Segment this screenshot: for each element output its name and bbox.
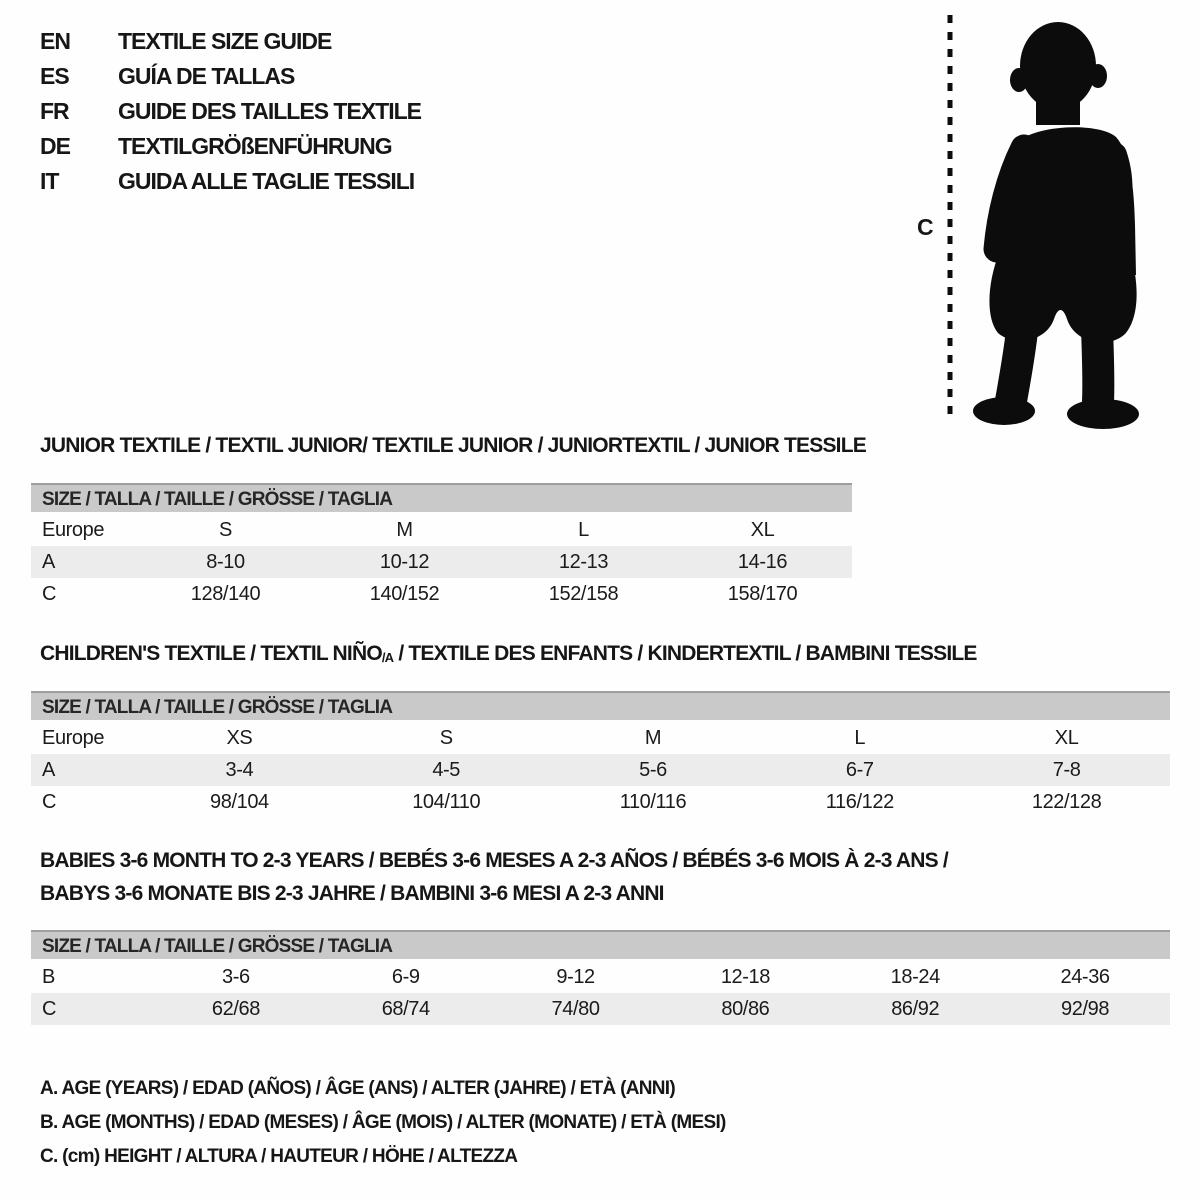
size-cell: S bbox=[219, 518, 232, 541]
size-cell: S bbox=[439, 726, 453, 749]
language-title: GUIDA ALLE TAGLIE TESSILI bbox=[118, 168, 415, 194]
language-title: TEXTILE SIZE GUIDE bbox=[118, 28, 332, 54]
age-cell: 7-8 bbox=[1052, 758, 1081, 781]
height-cell: 74/80 bbox=[551, 997, 600, 1020]
language-code: ES bbox=[40, 63, 69, 89]
language-title: GUIDE DES TAILLES TEXTILE bbox=[118, 98, 421, 124]
age-cell: 12-13 bbox=[558, 550, 609, 573]
size-cell: XS bbox=[226, 726, 253, 749]
height-cell: 158/170 bbox=[727, 582, 798, 605]
children-title-text: / TEXTILE DES ENFANTS / KINDERTEXTIL / BAMBINI TESSILE bbox=[393, 642, 977, 665]
size-header-band: SIZE / TALLA / TAILLE / GRÖSSE / TAGLIA bbox=[31, 930, 1170, 959]
size-cell: XL bbox=[1054, 726, 1079, 749]
height-cell: 62/68 bbox=[211, 997, 260, 1020]
table-row-height bbox=[31, 578, 852, 610]
height-cell: 92/98 bbox=[1061, 997, 1110, 1020]
age-cell: 4-5 bbox=[432, 758, 461, 781]
height-cell: 110/116 bbox=[619, 790, 687, 813]
height-cell: 86/92 bbox=[891, 997, 940, 1020]
language-list bbox=[40, 24, 421, 199]
junior-section-title: JUNIOR TEXTILE / TEXTIL JUNIOR/ TEXTILE JUNIOR / JUNIORTEXTIL / JUNIOR TESSILE bbox=[40, 434, 866, 457]
age-cell: 8-10 bbox=[206, 550, 245, 573]
legend-age-months: B. AGE (MONTHS) / EDAD (MESES) / ÂGE (MOIS) / ALTER (MONATE) / ETÀ (MESI) bbox=[40, 1112, 726, 1133]
size-cell: XL bbox=[750, 518, 775, 541]
height-cell: 104/110 bbox=[412, 790, 481, 813]
height-cell: 98/104 bbox=[210, 790, 269, 813]
height-cell: 80/86 bbox=[721, 997, 770, 1020]
row-label-cell: A bbox=[42, 550, 55, 573]
children-title-suffix: /A bbox=[381, 650, 394, 665]
baby-silhouette-illustration bbox=[900, 10, 1160, 430]
baby-silhouette bbox=[973, 22, 1139, 429]
age-cell: 12-18 bbox=[720, 965, 770, 988]
age-cell: 3-6 bbox=[222, 965, 250, 988]
language-code: DE bbox=[40, 133, 70, 159]
language-row-es bbox=[40, 59, 421, 94]
age-cell: 6-7 bbox=[845, 758, 874, 781]
babies-size-table bbox=[31, 930, 1170, 1025]
table-row-height bbox=[31, 786, 1170, 818]
measurement-legend bbox=[40, 1072, 726, 1174]
table-row-height bbox=[31, 993, 1170, 1025]
row-label-cell: Europe bbox=[42, 518, 105, 541]
row-label-cell: C bbox=[42, 997, 57, 1020]
language-title: TEXTILGRÖßENFÜHRUNG bbox=[118, 133, 392, 159]
babies-title-line-1: BABIES 3-6 MONTH TO 2-3 YEARS / BEBÉS 3-6 MESES A 2-3 AÑOS / BÉBÉS 3-6 MOIS À 2-3 ANS / bbox=[40, 849, 948, 872]
age-cell: 9-12 bbox=[556, 965, 595, 988]
table-row-age-months bbox=[31, 961, 1170, 993]
height-cell: 122/128 bbox=[1031, 790, 1102, 813]
height-cell: 140/152 bbox=[369, 582, 440, 605]
language-row-en bbox=[40, 24, 421, 59]
children-title-text: CHILDREN'S TEXTILE / TEXTIL NIÑO bbox=[40, 642, 382, 665]
row-label-cell: B bbox=[42, 965, 55, 988]
height-cell: 152/158 bbox=[548, 582, 619, 605]
height-cell: 116/122 bbox=[825, 790, 894, 813]
age-cell: 10-12 bbox=[379, 550, 430, 573]
size-cell: M bbox=[396, 518, 413, 541]
language-code: IT bbox=[40, 168, 59, 194]
language-row-it bbox=[40, 164, 421, 199]
language-row-fr bbox=[40, 94, 421, 129]
age-cell: 3-4 bbox=[225, 758, 254, 781]
height-measure-label: C bbox=[916, 214, 934, 240]
language-code: EN bbox=[40, 28, 70, 54]
legend-age-years: A. AGE (YEARS) / EDAD (AÑOS) / ÂGE (ANS) / ALTER (JAHRE) / ETÀ (ANNI) bbox=[40, 1078, 675, 1099]
age-cell: 24-36 bbox=[1060, 965, 1110, 988]
age-cell: 18-24 bbox=[890, 965, 940, 988]
language-title: GUÍA DE TALLAS bbox=[118, 63, 295, 89]
size-cell: M bbox=[644, 726, 662, 749]
table-row-age bbox=[31, 754, 1170, 786]
table-row-age bbox=[31, 546, 852, 578]
table-row-europe bbox=[31, 722, 1170, 754]
legend-height-cm: C. (cm) HEIGHT / ALTURA / HAUTEUR / HÖHE / ALTEZZA bbox=[40, 1146, 518, 1167]
age-cell: 6-9 bbox=[391, 965, 420, 988]
children-section-title bbox=[40, 642, 977, 666]
row-label-cell: C bbox=[42, 790, 57, 813]
junior-size-table bbox=[31, 483, 852, 610]
babies-title-line-2: BABYS 3-6 MONATE BIS 2-3 JAHRE / BAMBINI 3-6 MESI A 2-3 ANNI bbox=[40, 882, 664, 905]
size-header-band: SIZE / TALLA / TAILLE / GRÖSSE / TAGLIA bbox=[31, 483, 852, 512]
babies-section-title bbox=[40, 844, 948, 910]
row-label-cell: Europe bbox=[42, 726, 105, 749]
row-label-cell: A bbox=[42, 758, 55, 781]
size-cell: L bbox=[578, 518, 589, 541]
language-code: FR bbox=[40, 98, 69, 124]
age-cell: 5-6 bbox=[639, 758, 667, 781]
age-cell: 14-16 bbox=[737, 550, 788, 573]
language-row-de bbox=[40, 129, 421, 164]
size-cell: L bbox=[854, 726, 866, 749]
row-label-cell: C bbox=[42, 582, 57, 605]
children-size-table bbox=[31, 691, 1170, 818]
size-header-band: SIZE / TALLA / TAILLE / GRÖSSE / TAGLIA bbox=[31, 691, 1170, 720]
table-row-europe bbox=[31, 514, 852, 546]
height-cell: 128/140 bbox=[190, 582, 261, 605]
height-cell: 68/74 bbox=[381, 997, 430, 1020]
